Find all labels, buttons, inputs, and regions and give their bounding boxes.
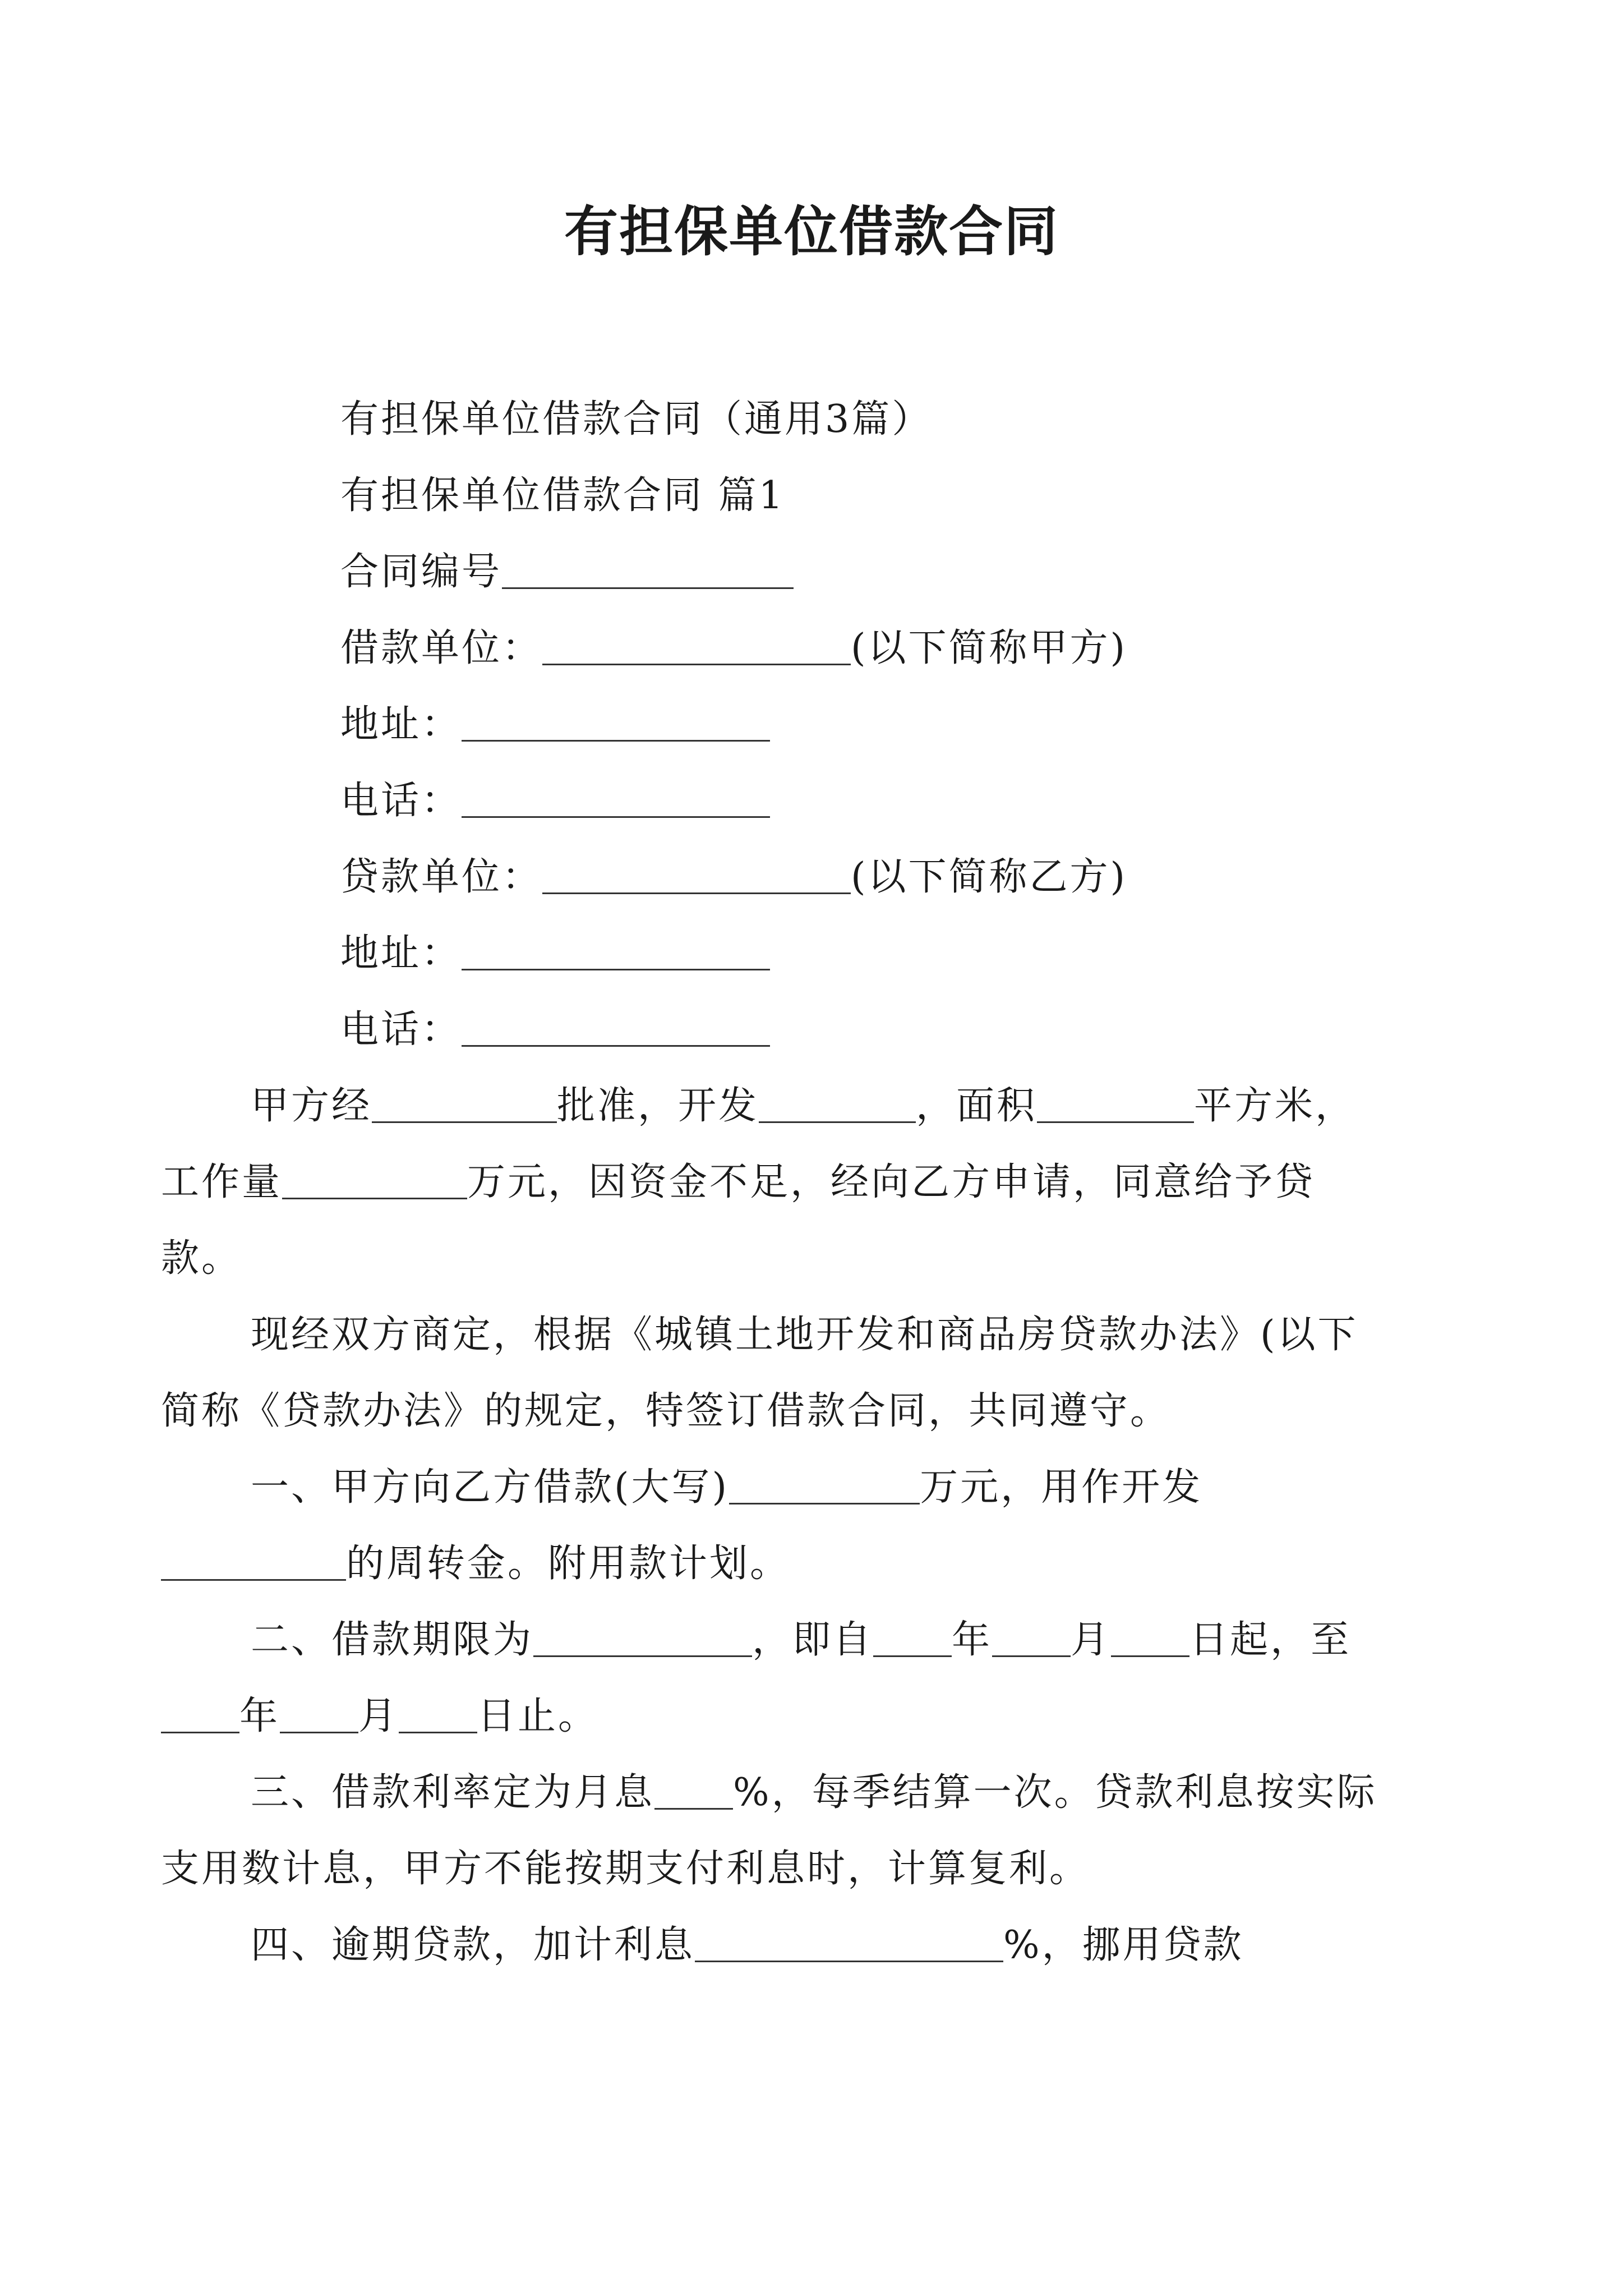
- para1-text-d: 平方米，工作量: [161, 1084, 1356, 1204]
- start-day-blank: [1111, 1619, 1189, 1658]
- lender-suffix: (以下简称乙方): [851, 855, 1128, 899]
- lender-phone-line: [251, 992, 1384, 1068]
- para1-text-b: 批准，开发: [557, 1084, 759, 1128]
- loan-amount-blank: [729, 1467, 920, 1505]
- clause2-text-f: 年: [239, 1694, 280, 1738]
- borrower-suffix: (以下简称甲方): [851, 626, 1128, 670]
- contract-number-blank: [502, 551, 794, 590]
- start-month-blank: [992, 1619, 1071, 1658]
- clause3-text-a: 三、借款利率定为月息: [251, 1770, 655, 1815]
- lender-phone-label: 电话：: [340, 1007, 462, 1052]
- lender-address-line: [251, 915, 1384, 992]
- subtitle: 有担保单位借款合同（通用3篇）: [340, 397, 933, 441]
- lender-phone-blank: [462, 1009, 770, 1047]
- clause-3: [161, 1755, 1384, 1907]
- header-fields: [251, 381, 1384, 1068]
- borrower-blank: [542, 628, 851, 666]
- interest-rate-blank: [654, 1772, 733, 1810]
- clause2-text-g: 月: [358, 1694, 399, 1738]
- development-blank: [161, 1543, 346, 1581]
- workload-blank: [282, 1162, 467, 1200]
- clause-2: [161, 1602, 1384, 1755]
- contract-number-label: 合同编号: [340, 550, 502, 594]
- lender-address-label: 地址：: [340, 931, 462, 976]
- borrower-address-label: 地址：: [340, 702, 462, 747]
- clause4-text-a: 四、逾期贷款，加计利息: [251, 1923, 695, 1967]
- borrower-address-blank: [462, 704, 770, 742]
- clause2-text-e: 日起，至: [1189, 1618, 1352, 1662]
- term-blank: [533, 1619, 752, 1658]
- end-day-blank: [399, 1696, 477, 1734]
- end-year-blank: [161, 1696, 239, 1734]
- para1-text-e: 万元，因资金不足，经向乙方申请，同意给予贷款。: [161, 1160, 1316, 1281]
- overdue-rate-blank: [695, 1925, 1003, 1963]
- clause1-text-c: 的周转金。附用款计划。: [346, 1542, 791, 1586]
- lender-label: 贷款单位：: [340, 855, 543, 899]
- borrower-phone-line: [251, 763, 1384, 839]
- clause1-text-a: 一、甲方向乙方借款(大写): [251, 1465, 730, 1510]
- borrower-phone-blank: [462, 780, 770, 818]
- clause2-text-a: 二、借款期限为: [251, 1618, 534, 1662]
- clause-4: [161, 1907, 1384, 1984]
- clause3-text-b: %，每季结算一次。贷款利息按实际支用数计息，甲方不能按期支付利息时，计算复利。: [161, 1770, 1377, 1891]
- end-month-blank: [280, 1696, 358, 1734]
- clause-1: [161, 1450, 1384, 1602]
- para1-text-a: 甲方经: [251, 1084, 372, 1128]
- start-year-blank: [873, 1619, 952, 1658]
- project-blank: [759, 1085, 916, 1124]
- paragraph-background: [161, 1068, 1384, 1297]
- clause2-text-d: 月: [1071, 1618, 1112, 1662]
- borrower-address-line: [251, 687, 1384, 763]
- section-heading: 有担保单位借款合同 篇1: [340, 473, 785, 518]
- lender-address-blank: [462, 933, 770, 971]
- lender-blank: [542, 857, 851, 895]
- para1-text-c: ，面积: [916, 1084, 1038, 1128]
- borrower-phone-label: 电话：: [340, 779, 462, 823]
- clause1-text-b: 万元，用作开发: [920, 1465, 1203, 1510]
- lender-line: [251, 839, 1384, 915]
- clause2-text-b: ，即自: [752, 1618, 874, 1662]
- borrower-label: 借款单位：: [340, 626, 543, 670]
- approval-blank: [372, 1085, 557, 1124]
- document-body: [161, 381, 1384, 1984]
- clause2-text-c: 年: [952, 1618, 993, 1662]
- clause4-text-b: %，挪用贷款: [1003, 1923, 1244, 1967]
- document-title: 有担保单位借款合同: [564, 200, 1059, 263]
- contract-number-line: [251, 534, 1384, 610]
- paragraph-basis: 现经双方商定，根据《城镇土地开发和商品房贷款办法》(以下简称《贷款办法》的规定，特签订借款合同，共同遵守。: [161, 1313, 1358, 1433]
- borrower-line: [251, 610, 1384, 687]
- area-blank: [1037, 1085, 1194, 1124]
- clause2-text-h: 日止。: [477, 1694, 599, 1738]
